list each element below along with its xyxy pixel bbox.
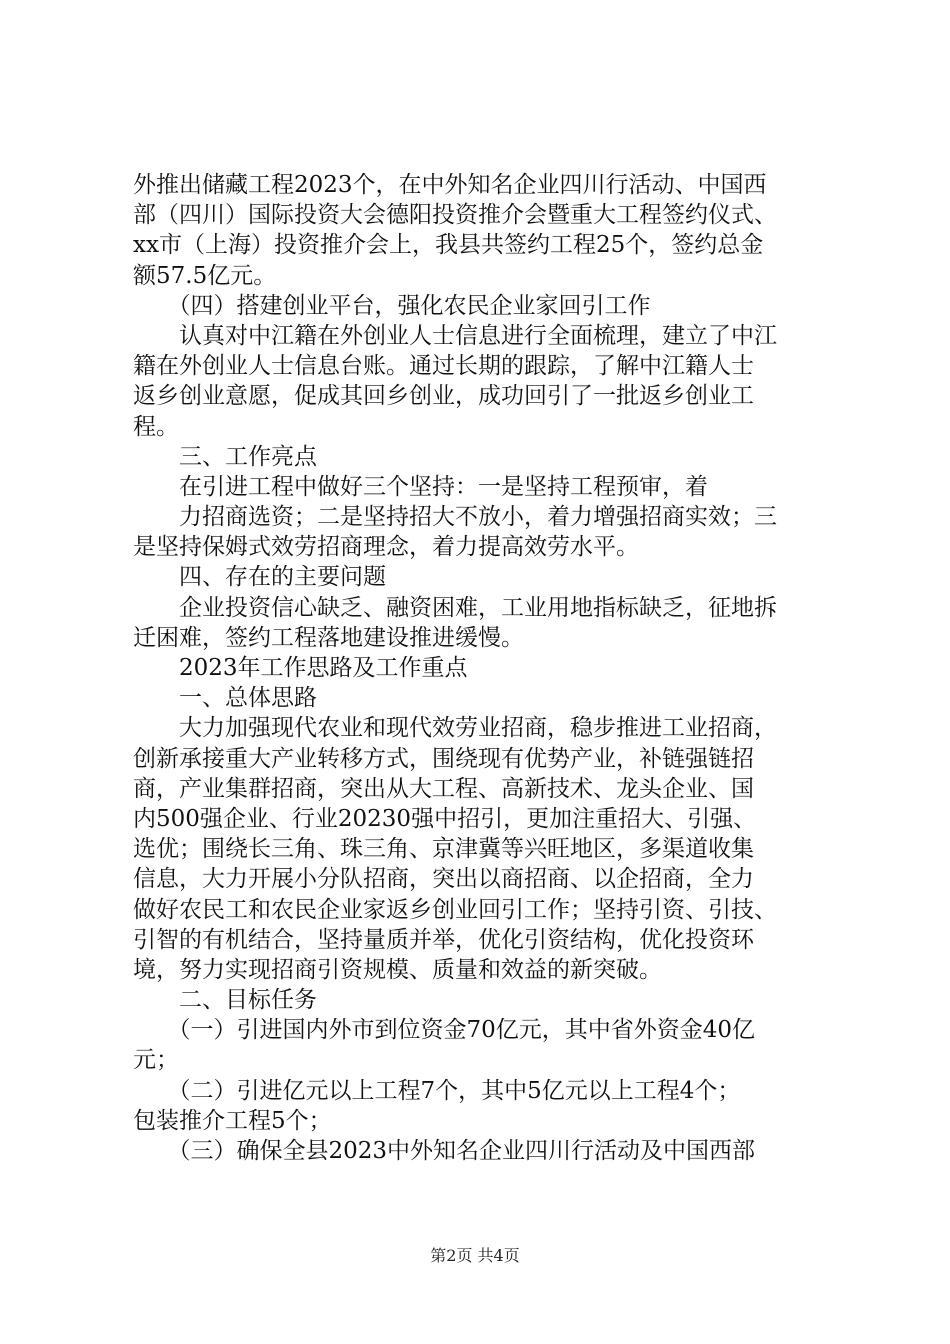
text-line: 包装推介工程5个； [133, 1107, 332, 1134]
text-line: 元； [133, 1047, 179, 1074]
text-line: 在引进工程中做好三个坚持：一是坚持工程预审，着 [133, 473, 708, 500]
text-line: 信息，大力开展小分队招商，突出以商招商、以企招商，全力 [133, 866, 754, 893]
text-line: 大力加强现代农业和现代效劳业招商，稳步推进工业招商， [133, 715, 777, 742]
section-heading: （四）搭建创业平台，强化农民企业家回引工作 [133, 292, 651, 319]
text-line: 外推出储藏工程2023个，在中外知名企业四川行活动、中国西 [133, 172, 767, 198]
text-line: 力招商选资；二是坚持招大不放小，着力增强招商实效；三 [133, 504, 777, 531]
section-heading: 四、存在的主要问题 [133, 564, 386, 591]
text-line: 选优；围绕长三角、珠三角、京津冀等兴旺地区，多渠道收集 [133, 836, 754, 863]
text-line: 额57.5亿元。 [133, 262, 277, 289]
section-heading: 一、总体思路 [133, 685, 317, 712]
text-line: 是坚持保姆式效劳招商理念，着力提高效劳水平。 [133, 534, 639, 561]
section-heading: 三、工作亮点 [133, 443, 317, 470]
text-line: （三）确保全县2023中外知名企业四川行活动及中国西部 [133, 1138, 756, 1164]
text-line: 境，努力实现招商引资规模、质量和效益的新突破。 [133, 956, 662, 983]
text-line: 迁困难，签约工程落地建设推进缓慢。 [133, 624, 524, 651]
text-line: 部（四川）国际投资大会德阳投资推介会暨重大工程签约仪式、 [133, 202, 777, 229]
document-body [133, 170, 833, 1166]
text-line: xx市（上海）投资推介会上，我县共签约工程25个，签约总金 [133, 232, 764, 259]
text-line: 返乡创业意愿，促成其回乡创业，成功回引了一批返乡创业工 [133, 383, 754, 410]
text-line: 引智的有机结合，坚持量质并举，优化引资结构，优化投资环 [133, 926, 754, 953]
text-line: 商，产业集群招商，突出从大工程、高新技术、龙头企业、国 [133, 775, 754, 802]
text-line: （一）引进国内外市到位资金70亿元，其中省外资金40亿 [133, 1017, 756, 1044]
text-line: 创新承接重大产业转移方式，围绕现有优势产业，补链强链招 [133, 745, 754, 772]
page-footer: 第2页 共4页 [430, 1246, 520, 1265]
section-heading: 二、目标任务 [133, 987, 317, 1014]
text-line: （二）引进亿元以上工程7个，其中5亿元以上工程4个； [133, 1077, 741, 1104]
text-line: 认真对中江籍在外创业人士信息进行全面梳理，建立了中江 [133, 322, 777, 349]
text-line: 程。 [133, 413, 179, 440]
text-line: 做好农民工和农民企业家返乡创业回引工作；坚持引资、引技、 [133, 896, 777, 923]
text-line: 内500强企业、行业20230强中招引，更加注重招大、引强、 [133, 805, 757, 832]
section-heading: 2023年工作思路及工作重点 [133, 655, 468, 681]
text-line: 企业投资信心缺乏、融资困难，工业用地指标缺乏，征地拆 [133, 594, 777, 621]
text-line: 籍在外创业人士信息台账。通过长期的跟踪，了解中江籍人士 [133, 353, 754, 380]
